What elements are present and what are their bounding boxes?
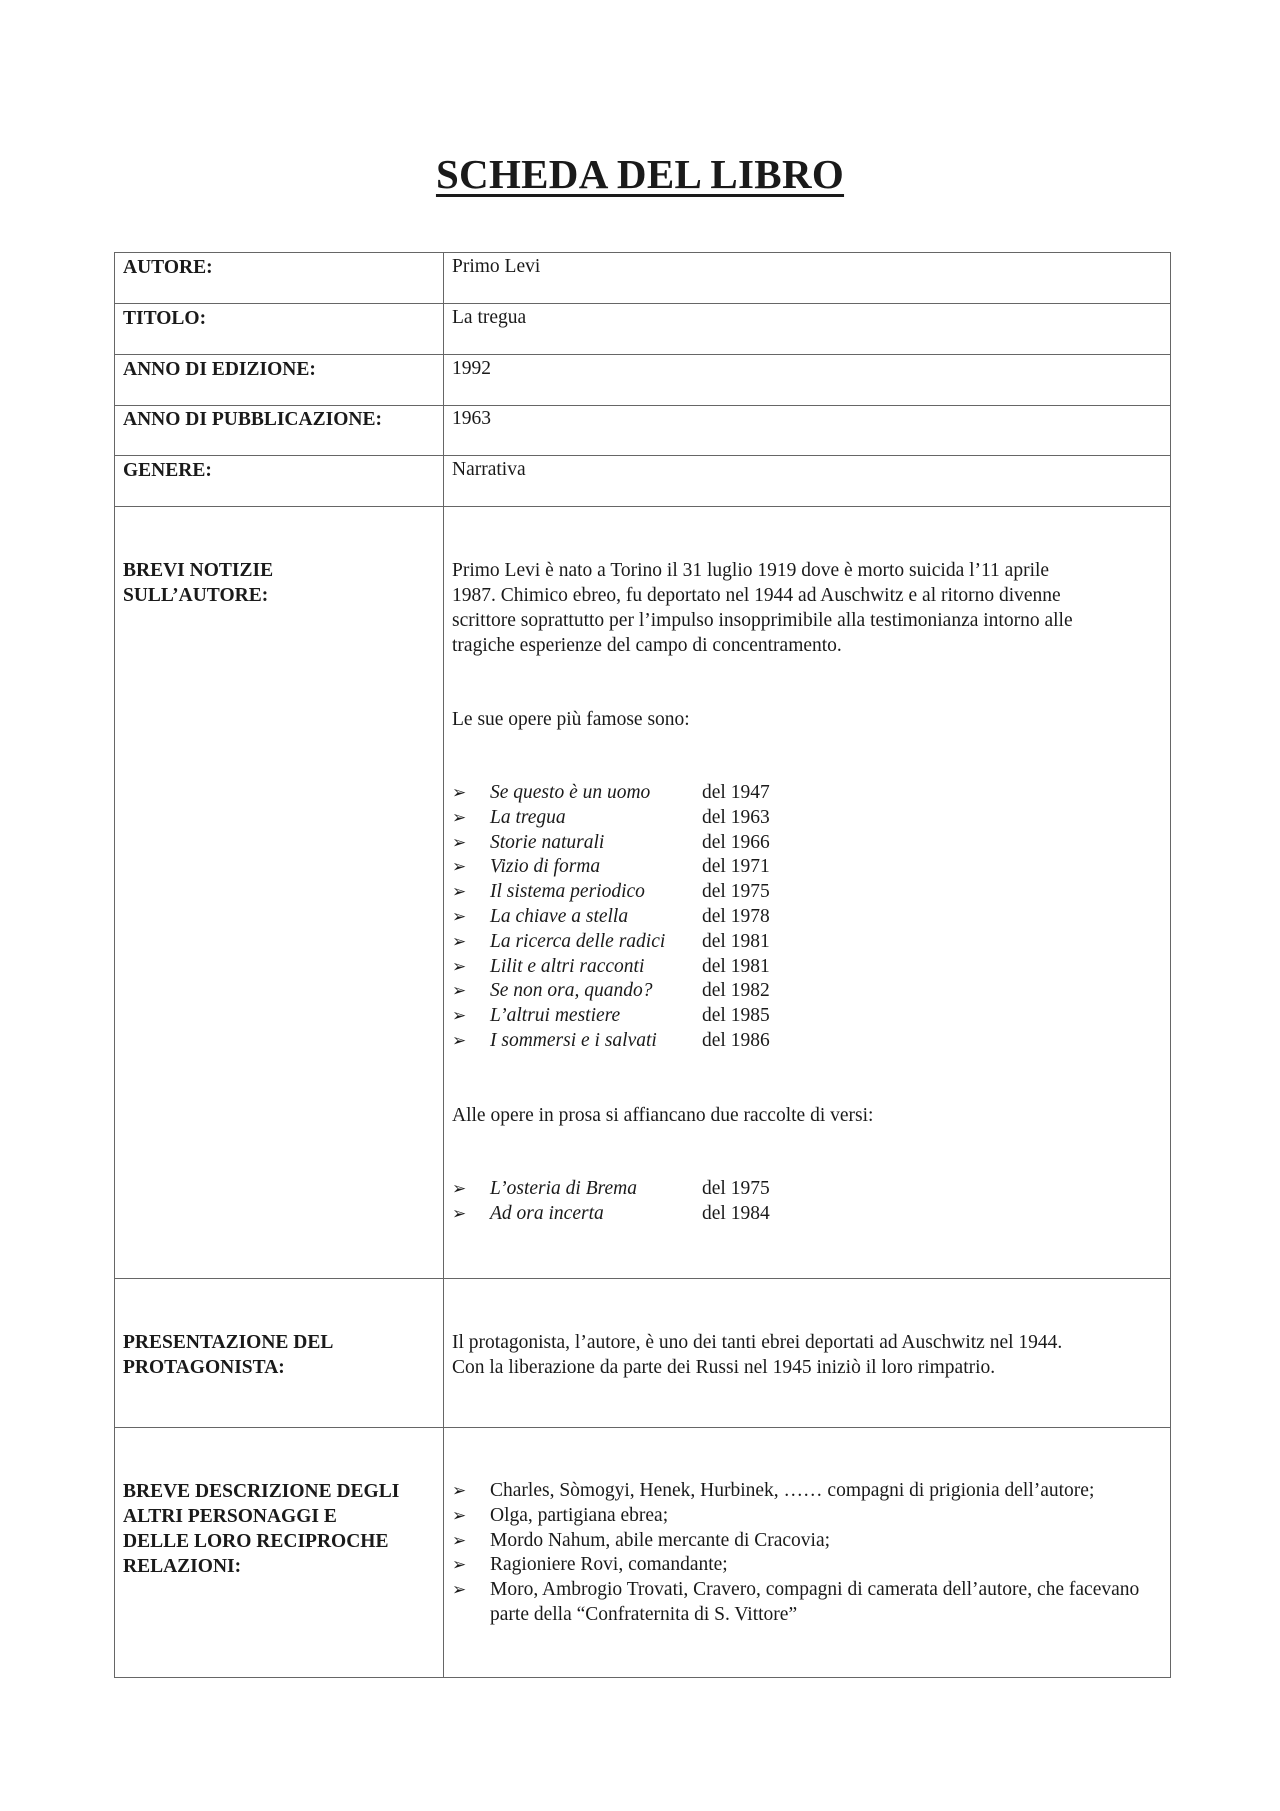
arrow-bullet-icon: ➢	[452, 1555, 467, 1576]
arrow-bullet-icon: ➢	[452, 1178, 467, 1199]
list-item	[452, 806, 1167, 831]
list-item	[452, 1004, 1167, 1029]
value-anno-edizione: 1992	[452, 358, 491, 379]
list-item	[452, 781, 1167, 806]
arrow-bullet-icon: ➢	[452, 832, 467, 853]
arrow-bullet-icon: ➢	[452, 1030, 467, 1051]
label-autore: AUTORE:	[123, 257, 213, 278]
label-genere: GENERE:	[123, 460, 212, 481]
bio-line: tragiche esperienze del campo di concentramento.	[452, 635, 842, 656]
protagonista-line: Il protagonista, l’autore, è uno dei tanti ebrei deportati ad Auschwitz nel 1944.	[452, 1332, 1063, 1353]
arrow-bullet-icon: ➢	[452, 857, 467, 878]
work-year: del 1982	[702, 980, 770, 1002]
personaggio-text: Moro, Ambrogio Trovati, Cravero, compagni di camerata dell’autore, che facevano parte della “Confraternita di S. Vittore”	[490, 1579, 1140, 1625]
label-anno-edizione: ANNO DI EDIZIONE:	[123, 359, 316, 380]
work-title: Lilit e altri racconti	[490, 955, 645, 977]
work-title: L’osteria di Brema	[490, 1177, 637, 1199]
list-item	[452, 880, 1167, 905]
arrow-bullet-icon: ➢	[452, 956, 467, 977]
work-year: del 1947	[702, 782, 770, 803]
page-title: SCHEDA DEL LIBRO	[435, 151, 845, 197]
arrow-bullet-icon: ➢	[452, 906, 467, 927]
arrow-bullet-icon: ➢	[452, 1481, 467, 1501]
label-notizie-autore	[123, 558, 443, 608]
work-year: del 1981	[702, 930, 770, 952]
opere-list	[452, 781, 1167, 1054]
work-year: del 1975	[702, 881, 770, 903]
arrow-bullet-icon: ➢	[452, 882, 467, 903]
list-item	[452, 930, 1167, 955]
list-item	[452, 831, 1167, 856]
arrow-bullet-icon: ➢	[452, 1203, 467, 1224]
work-title: Il sistema periodico	[490, 881, 645, 903]
list-item	[452, 1202, 1167, 1227]
value-personaggi	[452, 1479, 1167, 1628]
personaggio-text: Olga, partigiana ebrea;	[490, 1504, 669, 1526]
label-line: BREVI NOTIZIE	[123, 560, 274, 581]
arrow-bullet-icon: ➢	[452, 1006, 467, 1027]
work-title: La chiave a stella	[490, 905, 629, 927]
work-year: del 1984	[702, 1202, 770, 1224]
personaggio-item	[452, 1529, 1167, 1554]
work-title: Storie naturali	[490, 831, 605, 853]
list-item	[452, 955, 1167, 980]
work-year: del 1985	[702, 1005, 770, 1027]
work-title: La ricerca delle radici	[490, 930, 666, 952]
work-title: Se questo è un uomo	[490, 782, 651, 803]
versi-intro: Alle opere in prosa si affiancano due raccolte di versi:	[452, 1104, 874, 1126]
work-year: del 1975	[702, 1177, 770, 1199]
value-anno-pubblicazione: 1963	[452, 408, 491, 429]
arrow-bullet-icon: ➢	[452, 783, 467, 803]
work-title: Se non ora, quando?	[490, 980, 653, 1002]
bio-line: 1987. Chimico ebreo, fu deportato nel 1944 ad Auschwitz e al ritorno divenne	[452, 585, 1061, 606]
label-line: BREVE DESCRIZIONE DEGLI	[123, 1481, 400, 1502]
arrow-bullet-icon: ➢	[452, 807, 467, 828]
bio-line: Primo Levi è nato a Torino il 31 luglio 1919 dove è morto suicida l’11 aprile	[452, 560, 1050, 581]
list-item	[452, 1029, 1167, 1054]
list-item	[452, 979, 1167, 1004]
value-protagonista	[452, 1330, 1167, 1380]
work-year: del 1971	[702, 856, 770, 878]
arrow-bullet-icon: ➢	[452, 1530, 467, 1551]
personaggio-item	[452, 1578, 1167, 1628]
list-item	[452, 905, 1167, 930]
label-titolo: TITOLO:	[123, 308, 207, 329]
book-sheet-table	[114, 252, 1171, 1678]
personaggio-text: Charles, Sòmogyi, Henek, Hurbinek, …… compagni di prigionia dell’autore;	[490, 1480, 1095, 1501]
list-item	[452, 855, 1167, 880]
value-titolo: La tregua	[452, 307, 527, 328]
label-line: PRESENTAZIONE DEL	[123, 1332, 334, 1353]
arrow-bullet-icon: ➢	[452, 981, 467, 1002]
work-year: del 1963	[702, 806, 770, 828]
label-line: PROTAGONISTA:	[123, 1357, 285, 1378]
list-item	[452, 1177, 1167, 1202]
personaggi-list	[452, 1479, 1167, 1628]
versi-list	[452, 1177, 1167, 1227]
label-line: DELLE LORO RECIPROCHE	[123, 1531, 389, 1552]
work-year: del 1981	[702, 955, 770, 977]
work-title: Vizio di forma	[490, 856, 601, 878]
personaggio-text: Ragioniere Rovi, comandante;	[490, 1554, 728, 1576]
bio-line: scrittore soprattutto per l’impulso insopprimibile alla testimonianza intorno alle	[452, 610, 1073, 631]
arrow-bullet-icon: ➢	[452, 1505, 467, 1526]
opere-intro: Le sue opere più famose sono:	[452, 709, 690, 730]
arrow-bullet-icon: ➢	[452, 931, 467, 952]
work-year: del 1986	[702, 1029, 770, 1051]
personaggio-item	[452, 1479, 1167, 1504]
label-anno-pubblicazione: ANNO DI PUBBLICAZIONE:	[123, 409, 382, 430]
label-line: RELAZIONI:	[123, 1556, 242, 1577]
label-personaggi	[123, 1479, 443, 1579]
arrow-bullet-icon: ➢	[452, 1580, 467, 1601]
personaggio-text: Mordo Nahum, abile mercante di Cracovia;	[490, 1529, 831, 1551]
personaggio-item	[452, 1504, 1167, 1529]
personaggio-item	[452, 1553, 1167, 1578]
work-title: Ad ora incerta	[490, 1202, 604, 1224]
value-autore: Primo Levi	[452, 256, 541, 277]
work-year: del 1966	[702, 831, 770, 853]
work-year: del 1978	[702, 905, 770, 927]
work-title: I sommersi e i salvati	[490, 1029, 657, 1051]
protagonista-line: Con la liberazione da parte dei Russi nel 1945 iniziò il loro rimpatrio.	[452, 1357, 996, 1378]
value-notizie-autore	[452, 558, 1167, 1226]
label-line: SULL’AUTORE:	[123, 585, 269, 606]
label-line: ALTRI PERSONAGGI E	[123, 1506, 337, 1527]
label-protagonista	[123, 1330, 443, 1380]
work-title: L’altrui mestiere	[490, 1005, 621, 1027]
value-genere: Narrativa	[452, 459, 526, 480]
work-title: La tregua	[490, 806, 566, 828]
